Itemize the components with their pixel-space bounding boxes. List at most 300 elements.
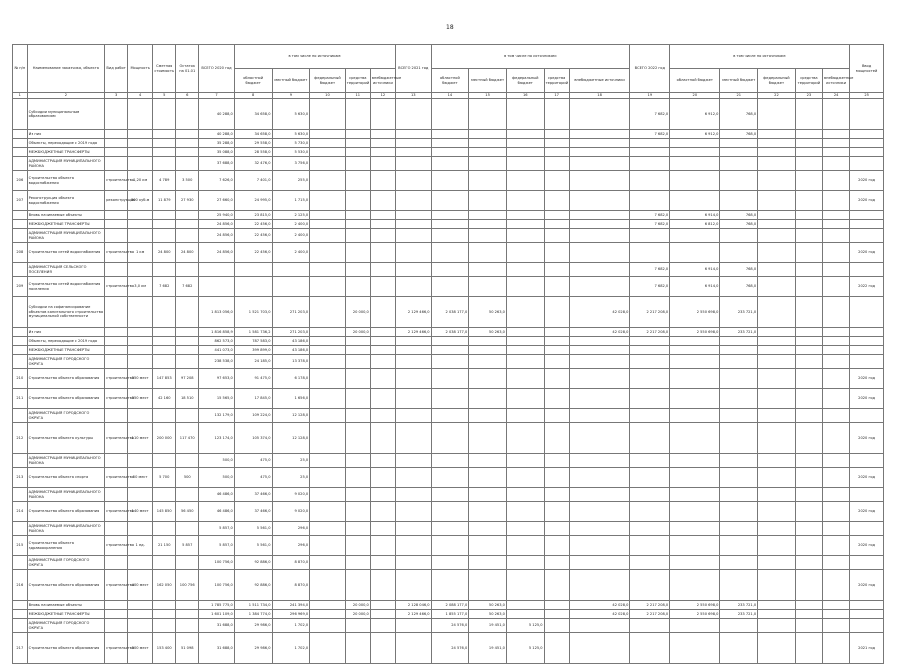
- table-cell: [153, 328, 176, 337]
- table-cell: [822, 355, 849, 369]
- table-cell: [13, 610, 28, 619]
- table-cell: [506, 297, 544, 328]
- table-cell: 1 785 775,0: [199, 601, 235, 610]
- table-cell: 24 576,0: [431, 619, 469, 633]
- table-cell: [370, 337, 395, 346]
- table-cell: 20 000,0: [345, 610, 370, 619]
- table-cell: [850, 157, 884, 171]
- header-unfunded: внебюджетные источники: [569, 69, 630, 93]
- table-cell: [630, 389, 670, 409]
- object-row: [13, 633, 884, 664]
- table-cell: [850, 601, 884, 610]
- table-cell: [176, 157, 199, 171]
- table-cell: [795, 610, 822, 619]
- table-cell: [431, 389, 469, 409]
- row-name-cell: АДМИНИСТРАЦИЯ ГОРОДСКОГО ОКРУГА: [27, 556, 104, 570]
- table-cell: [822, 229, 849, 243]
- table-cell: [630, 488, 670, 502]
- table-cell: 11 879: [153, 191, 176, 211]
- table-cell: 1 581 736,2: [234, 328, 272, 337]
- table-cell: [370, 229, 395, 243]
- table-cell: [431, 369, 469, 389]
- table-cell: [13, 488, 28, 502]
- table-cell: [431, 243, 469, 263]
- table-cell: 15 565,0: [199, 389, 235, 409]
- table-cell: [630, 369, 670, 389]
- table-cell: [850, 263, 884, 277]
- table-cell: [396, 130, 432, 139]
- table-cell: 34 658,0: [234, 99, 272, 130]
- table-cell: [310, 243, 346, 263]
- table-cell: [13, 297, 28, 328]
- table-cell: [13, 328, 28, 337]
- table-cell: 2022 год: [850, 277, 884, 297]
- subtotal-row: [13, 148, 884, 157]
- table-cell: 215: [13, 536, 28, 556]
- table-cell: [670, 633, 720, 664]
- table-cell: [469, 423, 507, 454]
- table-cell: [153, 556, 176, 570]
- row-name-cell: МЕЖБЮДЖЕТНЫЕ ТРАНСФЕРТЫ: [27, 148, 104, 157]
- table-cell: [758, 211, 796, 220]
- table-cell: [469, 369, 507, 389]
- table-cell: [569, 229, 630, 243]
- table-cell: [758, 468, 796, 488]
- table-cell: [850, 220, 884, 229]
- table-cell: [396, 369, 432, 389]
- table-cell: 97 208: [176, 369, 199, 389]
- table-cell: [105, 610, 128, 619]
- table-cell: [544, 328, 569, 337]
- table-cell: 35 288,0: [199, 139, 235, 148]
- table-cell: [795, 346, 822, 355]
- table-cell: 211: [13, 389, 28, 409]
- table-cell: [544, 297, 569, 328]
- row-name-cell: Объекты, переходящие с 2019 года: [27, 337, 104, 346]
- table-cell: [431, 536, 469, 556]
- table-cell: 5 700: [153, 468, 176, 488]
- table-cell: строительство: [105, 536, 128, 556]
- table-cell: [630, 191, 670, 211]
- table-cell: [822, 263, 849, 277]
- table-cell: [105, 297, 128, 328]
- table-cell: [795, 229, 822, 243]
- table-cell: [128, 454, 153, 468]
- table-cell: [105, 619, 128, 633]
- table-cell: [506, 328, 544, 337]
- table-cell: [758, 297, 796, 328]
- table-cell: [310, 633, 346, 664]
- table-cell: 19 451,0: [469, 633, 507, 664]
- table-cell: [13, 220, 28, 229]
- table-cell: [506, 355, 544, 369]
- table-cell: [795, 220, 822, 229]
- table-cell: [544, 277, 569, 297]
- column-number: 25: [850, 93, 884, 99]
- table-cell: [795, 556, 822, 570]
- table-cell: [822, 148, 849, 157]
- header-unfunded: внебюджетные источники: [370, 69, 395, 93]
- table-cell: 2 550 698,0: [670, 601, 720, 610]
- table-cell: [310, 328, 346, 337]
- table-cell: [758, 409, 796, 423]
- table-cell: строительство: [105, 570, 128, 601]
- table-cell: [544, 389, 569, 409]
- table-cell: [153, 619, 176, 633]
- table-cell: [370, 369, 395, 389]
- column-number: 20: [670, 93, 720, 99]
- table-cell: [758, 277, 796, 297]
- table-cell: [569, 243, 630, 263]
- table-cell: [670, 157, 720, 171]
- table-cell: 3 756,0: [272, 157, 310, 171]
- table-cell: [370, 277, 395, 297]
- table-cell: [396, 488, 432, 502]
- table-cell: [345, 409, 370, 423]
- table-cell: [105, 337, 128, 346]
- table-cell: [469, 556, 507, 570]
- table-cell: [396, 99, 432, 130]
- table-cell: [176, 139, 199, 148]
- table-cell: 2020 год: [850, 536, 884, 556]
- table-cell: [720, 148, 758, 157]
- table-cell: [431, 454, 469, 468]
- table-cell: 29 558,0: [234, 139, 272, 148]
- table-cell: [758, 502, 796, 522]
- table-cell: [272, 263, 310, 277]
- table-cell: [758, 488, 796, 502]
- table-cell: 7 682: [153, 277, 176, 297]
- table-cell: [758, 191, 796, 211]
- table-cell: [105, 601, 128, 610]
- table-cell: 46 486,0: [199, 488, 235, 502]
- table-cell: [670, 570, 720, 601]
- table-cell: [469, 171, 507, 191]
- table-cell: [506, 369, 544, 389]
- table-cell: [396, 454, 432, 468]
- table-cell: [758, 346, 796, 355]
- table-cell: [153, 454, 176, 468]
- table-cell: [670, 536, 720, 556]
- column-number: 8: [234, 93, 272, 99]
- table-cell: 3 500: [176, 171, 199, 191]
- table-cell: [345, 157, 370, 171]
- header-federal: федеральный бюджет: [506, 69, 544, 93]
- table-cell: строительство: [105, 277, 128, 297]
- subtotal-row: [13, 454, 884, 468]
- table-cell: 233 721,0: [720, 601, 758, 610]
- subtotal-row: [13, 229, 884, 243]
- table-cell: 2 550 698,0: [670, 610, 720, 619]
- table-cell: [128, 337, 153, 346]
- subtotal-row: [13, 601, 884, 610]
- table-cell: [469, 522, 507, 536]
- table-cell: [153, 610, 176, 619]
- table-cell: [370, 328, 395, 337]
- table-cell: [345, 148, 370, 157]
- table-cell: [720, 191, 758, 211]
- subtotal-row: [13, 522, 884, 536]
- table-cell: строительство: [105, 369, 128, 389]
- table-cell: [370, 211, 395, 220]
- table-cell: [758, 263, 796, 277]
- table-cell: [506, 191, 544, 211]
- table-cell: [310, 468, 346, 488]
- table-cell: [544, 211, 569, 220]
- table-cell: [720, 619, 758, 633]
- table-cell: [795, 522, 822, 536]
- table-cell: [544, 633, 569, 664]
- table-cell: [396, 337, 432, 346]
- row-name-cell: Строительство объекта культуры: [27, 423, 104, 454]
- table-cell: 29 986,0: [234, 633, 272, 664]
- table-cell: [569, 633, 630, 664]
- table-cell: [569, 454, 630, 468]
- table-cell: [13, 229, 28, 243]
- table-cell: [822, 389, 849, 409]
- row-name-cell: АДМИНИСТРАЦИЯ ГОРОДСКОГО ОКРУГА: [27, 409, 104, 423]
- table-cell: [720, 488, 758, 502]
- table-cell: 24 800: [176, 243, 199, 263]
- table-cell: [758, 556, 796, 570]
- table-cell: 147 853: [153, 369, 176, 389]
- subtotal-row: [13, 488, 884, 502]
- column-number: 12: [370, 93, 395, 99]
- row-name-cell: МЕЖБЮДЖЕТНЫЕ ТРАНСФЕРТЫ: [27, 220, 104, 229]
- table-cell: 5 630,0: [272, 130, 310, 139]
- table-cell: [758, 337, 796, 346]
- row-name-cell: Реконструкция объекта водоснабжения: [27, 191, 104, 211]
- table-cell: 140 мест: [128, 502, 153, 522]
- row-name-cell: Субсидии на софинансирование объектов капитального строительства муниципальной собственности: [27, 297, 104, 328]
- header-total-2022: ВСЕГО 2022 год: [630, 45, 670, 93]
- table-cell: [670, 556, 720, 570]
- table-cell: 40 288,0: [199, 99, 235, 130]
- table-cell: 17 845,0: [234, 389, 272, 409]
- header-remaining: Остаток на 01.01: [176, 45, 199, 93]
- table-cell: [720, 409, 758, 423]
- table-cell: [569, 369, 630, 389]
- table-cell: [469, 570, 507, 601]
- table-cell: [370, 243, 395, 263]
- table-cell: [370, 139, 395, 148]
- table-cell: [630, 243, 670, 263]
- table-cell: [758, 148, 796, 157]
- table-cell: [630, 633, 670, 664]
- table-cell: [822, 346, 849, 355]
- table-cell: [370, 570, 395, 601]
- table-cell: [758, 423, 796, 454]
- table-cell: 216: [13, 570, 28, 601]
- table-cell: [720, 468, 758, 488]
- table-cell: [795, 488, 822, 502]
- table-cell: [720, 355, 758, 369]
- table-cell: [569, 423, 630, 454]
- table-cell: [850, 297, 884, 328]
- table-cell: 2 550 698,0: [670, 328, 720, 337]
- table-cell: [128, 297, 153, 328]
- table-cell: 42 028,0: [569, 601, 630, 610]
- column-number: 11: [345, 93, 370, 99]
- table-cell: [310, 297, 346, 328]
- row-name-cell: Строительство объекта водоснабжения: [27, 171, 104, 191]
- table-cell: [850, 619, 884, 633]
- column-number: 6: [176, 93, 199, 99]
- header-total-2021: ВСЕГО 2021 год: [396, 45, 432, 93]
- column-number: 4: [128, 93, 153, 99]
- table-cell: 500,0: [199, 468, 235, 488]
- table-cell: 233 721,0: [720, 610, 758, 619]
- table-cell: 25 940,0: [199, 211, 235, 220]
- table-cell: 46 486,0: [199, 502, 235, 522]
- column-number: 13: [396, 93, 432, 99]
- table-cell: 56 450: [176, 502, 199, 522]
- header-regional: областной бюджет: [234, 69, 272, 93]
- table-cell: строительство: [105, 423, 128, 454]
- table-cell: 25,0: [272, 454, 310, 468]
- table-cell: [13, 139, 28, 148]
- row-name-cell: Субсидии муниципальным образованиям: [27, 99, 104, 130]
- table-cell: 1 521 703,0: [234, 297, 272, 328]
- table-cell: [345, 488, 370, 502]
- header-regional: областной бюджет: [431, 69, 469, 93]
- table-cell: [345, 99, 370, 130]
- table-cell: [506, 211, 544, 220]
- table-cell: 145 850: [153, 502, 176, 522]
- table-cell: 800 куб.м: [128, 191, 153, 211]
- table-cell: 1 ед.: [128, 536, 153, 556]
- table-cell: [758, 610, 796, 619]
- table-cell: [850, 409, 884, 423]
- table-cell: [370, 171, 395, 191]
- table-cell: [795, 337, 822, 346]
- subtotal-row: [13, 610, 884, 619]
- column-number: 19: [630, 93, 670, 99]
- table-cell: [822, 409, 849, 423]
- header-federal: федеральный бюджет: [310, 69, 346, 93]
- header-federal: федеральный бюджет: [758, 69, 796, 93]
- table-cell: [370, 220, 395, 229]
- table-cell: [469, 211, 507, 220]
- table-cell: [370, 355, 395, 369]
- table-cell: 296 969,0: [272, 610, 310, 619]
- subtotal-row: [13, 556, 884, 570]
- table-cell: [431, 211, 469, 220]
- row-name-cell: Строительство объекта образования: [27, 502, 104, 522]
- table-cell: [396, 263, 432, 277]
- table-cell: строительство: [105, 468, 128, 488]
- table-cell: [544, 243, 569, 263]
- table-cell: [630, 337, 670, 346]
- table-cell: 22 456,0: [234, 220, 272, 229]
- table-cell: [345, 139, 370, 148]
- table-cell: 97 653,0: [199, 369, 235, 389]
- table-cell: [720, 337, 758, 346]
- table-cell: 2020 год: [850, 468, 884, 488]
- object-row: [13, 171, 884, 191]
- table-cell: [153, 157, 176, 171]
- table-cell: 441 073,0: [199, 346, 235, 355]
- table-cell: [153, 355, 176, 369]
- table-cell: [431, 171, 469, 191]
- table-cell: [506, 220, 544, 229]
- subtotal-row: [13, 130, 884, 139]
- row-name-cell: Строительство сетей водоснабжения: [27, 243, 104, 263]
- header-capacity: Мощность: [128, 45, 153, 93]
- table-cell: [630, 423, 670, 454]
- table-cell: 787 583,0: [234, 337, 272, 346]
- table-cell: [822, 536, 849, 556]
- table-cell: 1 511 734,0: [234, 601, 272, 610]
- table-cell: 2 129 466,0: [396, 610, 432, 619]
- table-cell: [670, 139, 720, 148]
- table-cell: 241 394,0: [272, 601, 310, 610]
- table-cell: [310, 409, 346, 423]
- table-cell: [469, 502, 507, 522]
- column-number: 9: [272, 93, 310, 99]
- table-cell: 2020 год: [850, 369, 884, 389]
- row-name-cell: Вновь начинаемые объекты: [27, 601, 104, 610]
- table-cell: 21 150: [153, 536, 176, 556]
- table-cell: [630, 619, 670, 633]
- subtotal-row: [13, 297, 884, 328]
- table-cell: [670, 502, 720, 522]
- table-cell: [370, 263, 395, 277]
- table-cell: 7 682,0: [630, 211, 670, 220]
- table-cell: [105, 454, 128, 468]
- column-number: 3: [105, 93, 128, 99]
- table-cell: [13, 263, 28, 277]
- table-cell: [795, 297, 822, 328]
- table-cell: [850, 337, 884, 346]
- table-cell: [850, 488, 884, 502]
- table-cell: 92 886,0: [234, 570, 272, 601]
- table-cell: [795, 409, 822, 423]
- table-cell: [795, 536, 822, 556]
- table-cell: [176, 610, 199, 619]
- table-cell: 5 630,0: [272, 99, 310, 130]
- table-cell: 5 561,0: [234, 536, 272, 556]
- table-cell: [370, 468, 395, 488]
- table-cell: 51 098: [176, 633, 199, 664]
- table-cell: [630, 157, 670, 171]
- table-cell: [630, 468, 670, 488]
- object-row: [13, 369, 884, 389]
- table-cell: [850, 148, 884, 157]
- table-cell: 28 558,0: [234, 148, 272, 157]
- table-cell: [822, 488, 849, 502]
- table-cell: [822, 139, 849, 148]
- table-cell: [128, 619, 153, 633]
- table-cell: 2 217 208,0: [630, 601, 670, 610]
- table-cell: [569, 191, 630, 211]
- table-cell: 27 660,0: [199, 191, 235, 211]
- table-cell: 132 179,0: [199, 409, 235, 423]
- table-cell: [758, 619, 796, 633]
- table-cell: [310, 601, 346, 610]
- object-row: [13, 468, 884, 488]
- table-cell: [153, 130, 176, 139]
- table-cell: [105, 409, 128, 423]
- table-cell: 5 125,0: [506, 633, 544, 664]
- table-cell: [569, 355, 630, 369]
- table-cell: [795, 263, 822, 277]
- table-cell: [469, 229, 507, 243]
- table-cell: 117 470: [176, 423, 199, 454]
- table-cell: [345, 423, 370, 454]
- table-cell: [176, 328, 199, 337]
- table-cell: [850, 139, 884, 148]
